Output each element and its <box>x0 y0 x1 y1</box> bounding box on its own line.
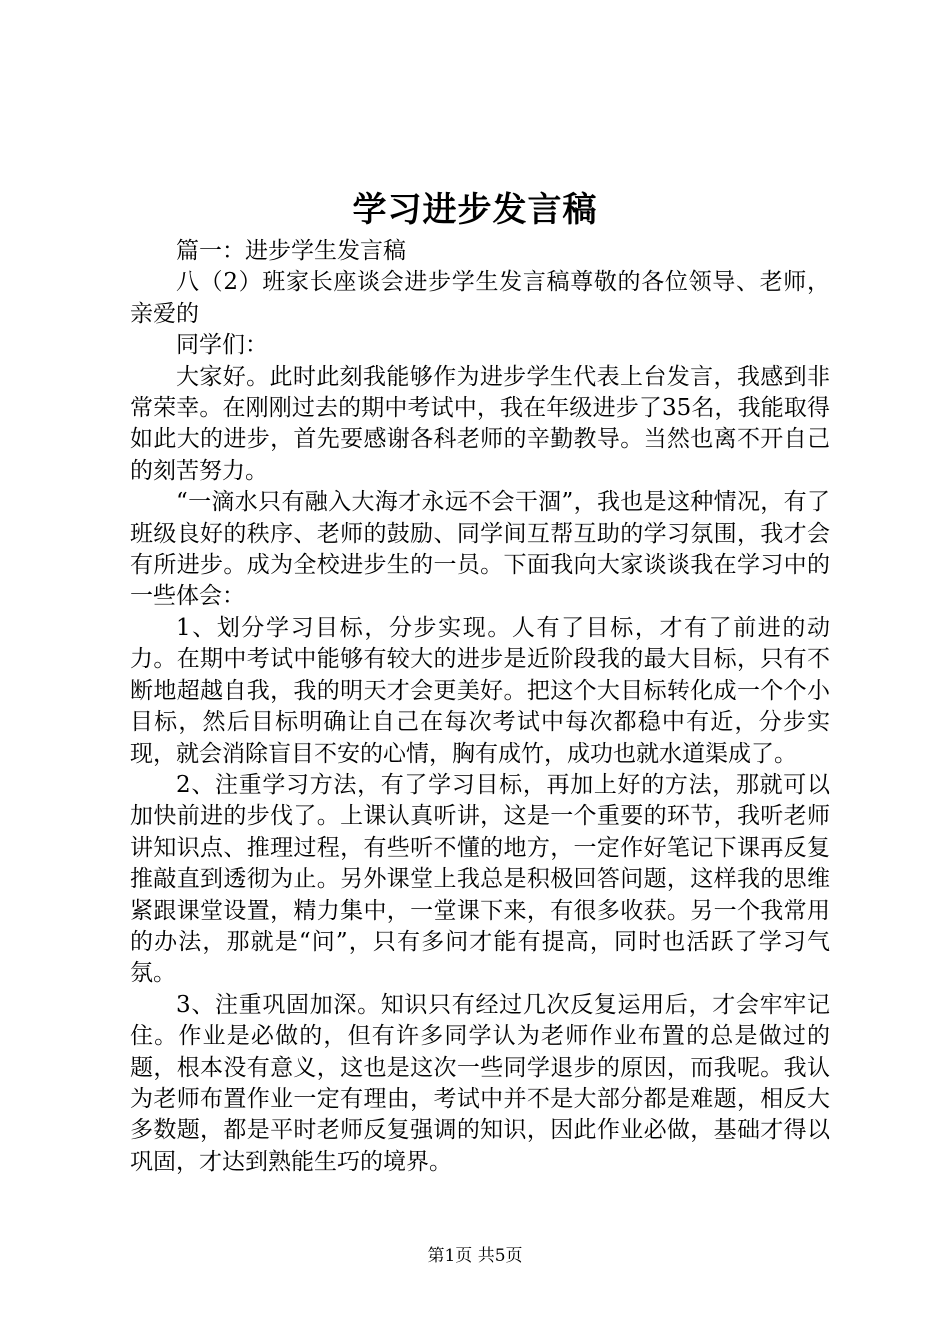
document-title: 学习进步发言稿 <box>352 190 598 230</box>
body-paragraph: 2、注重学习方法，有了学习目标，再加上好的方法，那就可以加快前进的步伐了。上课认真听讲，这是一个重要的环节，我听老师讲知识点、推理过程，有些听不懂的地方，一定作好笔记下课再反复推敲直到透彻为止。另外课堂上我总是积极回答问题，这样我的思维紧跟课堂设置，精力集中，一堂课下来，有很多收获。另一个我常用的办法，那就是“问”，只有多问才能有提高，同时也活跃了学习气氛。 <box>130 771 830 987</box>
salutation: 同学们： <box>176 332 268 359</box>
body-paragraph: 八（2）班家长座谈会进步学生发言稿尊敬的各位领导、老师，亲爱的 <box>130 269 830 327</box>
section-heading: 篇一：进步学生发言稿 <box>176 238 406 264</box>
body-paragraph: 3、注重巩固加深。知识只有经过几次反复运用后，才会牢牢记住。作业是必做的，但有许多同学认为老师作业布置的总是做过的题，根本没有意义，这也是这次一些同学退步的原因，而我呢。我认为老师布置作业一定有理由，考试中并不是大部分都是难题，相反大多数题，都是平时老师反复强调的知识，因此作业必做，基础才得以巩固，才达到熟能生巧的境界。 <box>130 991 830 1175</box>
page-footer: 第1页 共5页 <box>427 1246 523 1266</box>
body-paragraph: “一滴水只有融入大海才永远不会干涸”，我也是这种情况，有了班级良好的秩序、老师的鼓励、同学间互帮互助的学习氛围，我才会有所进步。成为全校进步生的一员。下面我向大家谈谈我在学习中的一些体会： <box>130 489 830 610</box>
body-paragraph: 大家好。此时此刻我能够作为进步学生代表上台发言，我感到非常荣幸。在刚刚过去的期中考试中，我在年级进步了35名，我能取得如此大的进步，首先要感谢各科老师的辛勤教导。当然也离不开自己的刻苦努力。 <box>130 363 830 484</box>
body-paragraph: 1、划分学习目标，分步实现。人有了目标，才有了前进的动力。在期中考试中能够有较大的进步是近阶段我的最大目标，只有不断地超越自我，我的明天才会更美好。把这个大目标转化成一个个小目标，然后目标明确让自己在每次考试中每次都稳中有近，分步实现，就会消除盲目不安的心情，胸有成竹，成功也就水道渠成了。 <box>130 614 830 767</box>
document-body <box>130 236 830 1178</box>
